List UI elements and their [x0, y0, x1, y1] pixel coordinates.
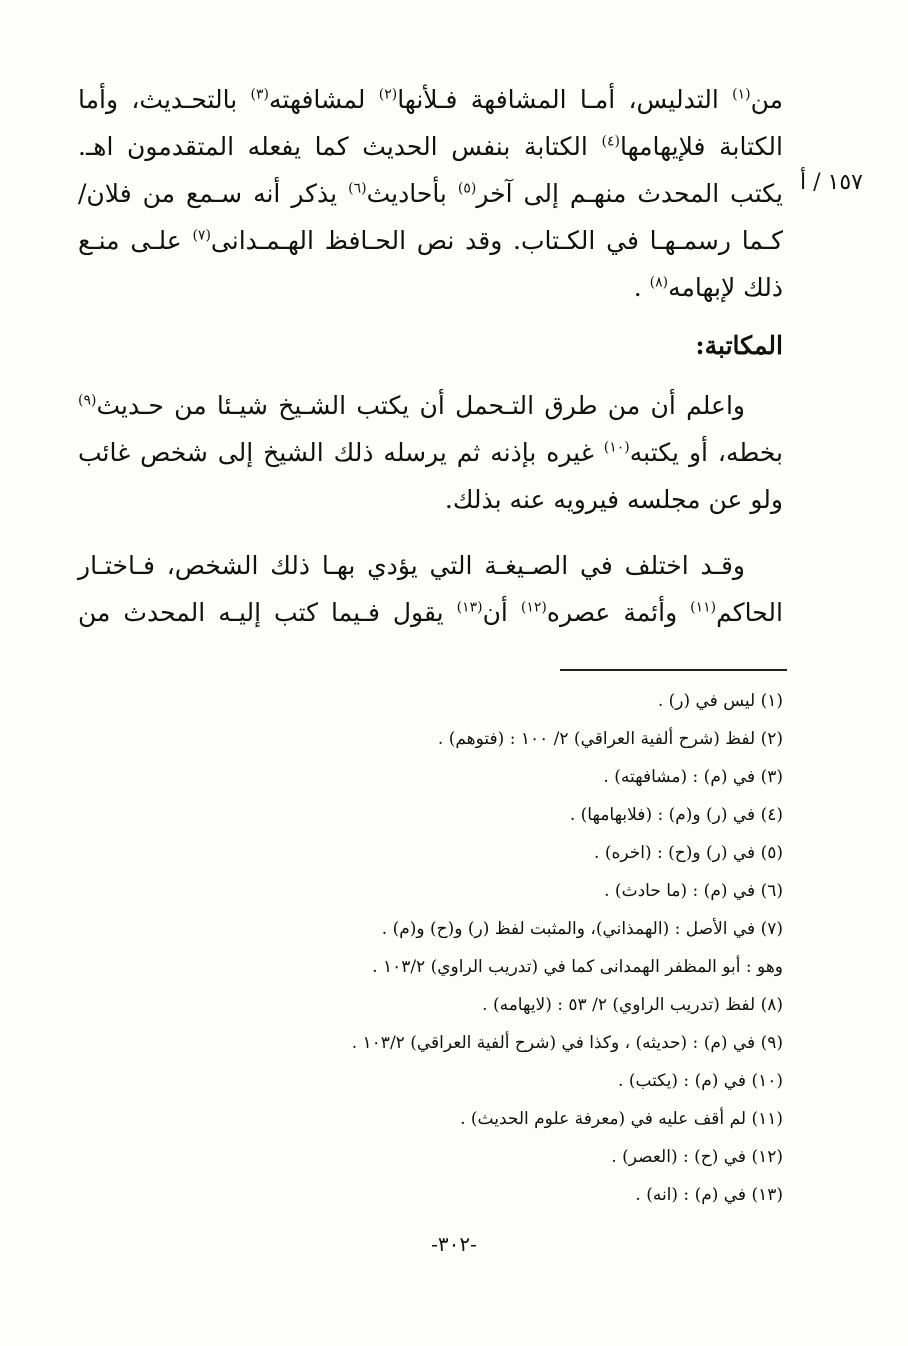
paragraph-1 — [78, 76, 783, 311]
text-segment: غيره بإذنه ثم يرسله ذلك الشيخ إلى شخص غائب ولو عن مجلسه فيرويه عنه بذلك. — [78, 438, 783, 514]
text-segment: الكتابة بنفس الحديث كما يفعله المتقدمون اهـ. يكتب المحدث منهـم إلى آخر — [78, 132, 783, 208]
footnote-marker[interactable]: (١١) — [690, 599, 717, 616]
text-segment: بخطه، أو يكتبه — [629, 438, 783, 467]
text-segment: يذكر أنه سـمع من فلان/ كـما رسمـهـا في الكـتاب. وقد نص الحـافظ الهـمـدانى — [78, 179, 783, 255]
footnote-item: (١٢) في (ح) : (العصر) . — [611, 1147, 783, 1167]
text-segment: لمشافهته — [269, 85, 379, 114]
footnote-marker[interactable]: (٤) — [601, 133, 620, 150]
footnotes-list — [200, 682, 783, 1214]
footnote-item: (٣) في (م) : (مشافهته) . — [603, 767, 783, 787]
footnote-marker[interactable]: (١٠) — [603, 439, 630, 456]
footnote-item: (١١) لم أقف عليه في (معرفة علوم الحديث) . — [460, 1109, 783, 1129]
text-segment: وقـد اختلف في الصـيغـة التي يؤدي بهـا ذلك الشخص، فـاختـار الحاكم — [78, 551, 783, 627]
text-segment: من — [750, 85, 783, 114]
text-segment: علـى منـع ذلك لإبهامه — [78, 226, 783, 302]
footnote-marker[interactable]: (٢) — [378, 86, 398, 103]
footnote-marker[interactable]: (٥) — [457, 180, 477, 197]
text-segment: يقول فـيما كتب إليـه المحدث من — [78, 598, 457, 627]
footnote-item: (٥) في (ر) و(ح) : (اخره) . — [594, 843, 783, 863]
footnote-marker[interactable]: (٦) — [348, 180, 367, 197]
text-segment: بأحاديث — [366, 179, 458, 208]
footnote-marker[interactable]: (٣) — [250, 86, 269, 103]
text-segment: . — [633, 273, 650, 302]
footnote-item: (٦) في (م) : (ما حادث) . — [604, 881, 783, 901]
footnote-item: (٨) لفظ (تدريب الراوي) ٢/ ٥٣ : (لايهامه) . — [482, 995, 783, 1015]
text-segment: أن — [482, 598, 521, 627]
text-segment: وأئمة عصره — [546, 598, 691, 627]
text-segment: بالتحـديث، وأما الكتابة فلإيهامها — [78, 85, 783, 161]
footnote-separator — [560, 669, 787, 671]
footnote-item: (١٠) في (م) : (يكتب) . — [618, 1071, 783, 1091]
footnote-marker[interactable]: (١) — [732, 86, 751, 103]
footnote-item: (٧) في الأصل : (الهمذاني)، والمثبت لفظ (ر) و(ح) و(م) . — [381, 919, 783, 939]
footnote-item: (٩) في (م) : (حديثه) ، وكذا في (شرح ألفية العراقي) ١٠٣/٢ . — [351, 1033, 783, 1053]
margin-folio-reference: ١٥٧ / أ — [800, 170, 863, 195]
footnote-marker[interactable]: (٨) — [649, 274, 669, 291]
text-segment: التدليس، أمـا المشافهة فـلأنها — [397, 85, 733, 114]
footnote-marker[interactable]: (٩) — [78, 392, 97, 409]
footnote-marker[interactable]: (٧) — [192, 227, 211, 244]
footnote-item: (١٣) في (م) : (انه) . — [635, 1185, 783, 1205]
page-number: -٣٠٢- — [431, 1232, 477, 1256]
footnote-item: وهو : أبو المظفر الهمدانى كما في (تدريب الراوي) ١٠٣/٢ . — [372, 957, 783, 977]
footnote-marker[interactable]: (١٣) — [456, 599, 483, 616]
footnote-item: (٤) في (ر) و(م) : (فلابهامها) . — [569, 805, 783, 825]
paragraph-3 — [78, 542, 783, 636]
section-heading: المكاتبة: — [695, 331, 783, 360]
footnote-item: (١) ليس في (ر) . — [657, 691, 783, 711]
paragraph-2 — [78, 382, 783, 523]
footnote-marker[interactable]: (١٢) — [520, 599, 547, 616]
footnote-item: (٢) لفظ (شرح ألفية العراقي) ٢/ ١٠٠ : (فتوهم) . — [437, 729, 783, 749]
text-segment: واعلم أن من طرق التـحمل أن يكتب الشـيخ شيـئا من حـديث — [96, 391, 745, 420]
